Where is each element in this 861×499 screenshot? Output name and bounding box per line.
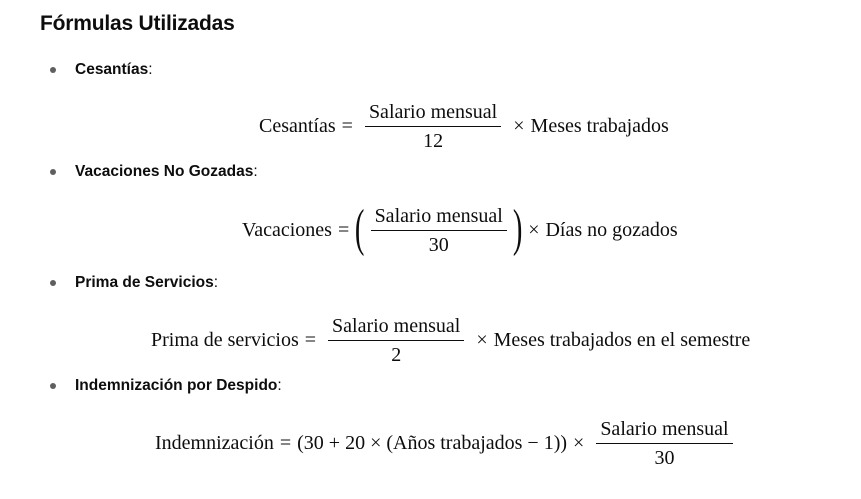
list-item-prima [50, 272, 218, 294]
formula-lhs: Vacaciones [242, 219, 332, 241]
right-paren: ) [512, 199, 523, 257]
fraction-numerator: Salario mensual [371, 204, 507, 231]
fraction-denominator: 12 [423, 130, 444, 152]
fraction-denominator: 30 [654, 447, 675, 469]
formula-prima [151, 314, 750, 367]
bullet-icon [50, 280, 56, 286]
times-sign: × [476, 329, 488, 351]
formula-vacaciones [242, 199, 678, 257]
fraction-denominator: 2 [391, 344, 402, 366]
formula-lhs: Prima de servicios [151, 329, 299, 351]
list-item-vacaciones [50, 161, 258, 183]
fraction [328, 314, 464, 367]
list-item-label: Indemnización por Despido [75, 377, 278, 394]
fraction-denominator: 30 [428, 234, 449, 256]
formula-tail: Meses trabajados en el semestre [493, 329, 751, 351]
page-title: Fórmulas Utilizadas [40, 12, 235, 35]
list-item-colon: : [148, 61, 153, 78]
list-item-colon: : [253, 163, 258, 180]
list-item-colon: : [277, 377, 282, 394]
formula-middle: (30 + 20 × (Años trabajados − 1)) [297, 432, 568, 454]
formula-lhs: Indemnización [155, 432, 274, 454]
equals-sign: = [341, 115, 353, 137]
fraction [371, 204, 507, 257]
equals-sign: = [337, 219, 350, 241]
bullet-icon [50, 383, 56, 389]
times-sign: × [528, 219, 540, 241]
list-item-label: Vacaciones No Gozadas [75, 163, 254, 180]
bullet-icon [50, 169, 56, 175]
formula-tail: Días no gozados [545, 219, 678, 241]
fraction-numerator: Salario mensual [596, 417, 732, 444]
formula-indemnizacion [155, 417, 739, 470]
formula-cesantias [259, 100, 669, 153]
list-item-label: Cesantías [75, 61, 149, 78]
list-item-label: Prima de Servicios [75, 274, 214, 291]
list-item-colon: : [213, 274, 219, 291]
fraction [365, 100, 501, 153]
fraction-numerator: Salario mensual [328, 314, 464, 341]
equals-sign: = [279, 432, 292, 454]
equals-sign: = [304, 329, 317, 351]
bullet-icon [50, 67, 56, 73]
times-sign: × [573, 432, 585, 454]
formula-lhs: Cesantías [259, 115, 336, 137]
fraction-numerator: Salario mensual [365, 100, 501, 127]
times-sign: × [513, 115, 525, 137]
fraction [596, 417, 732, 470]
list-item-indemnizacion [50, 375, 282, 397]
list-item-cesantias [50, 59, 153, 81]
formula-tail: Meses trabajados [530, 115, 669, 137]
left-paren: ( [355, 199, 365, 257]
